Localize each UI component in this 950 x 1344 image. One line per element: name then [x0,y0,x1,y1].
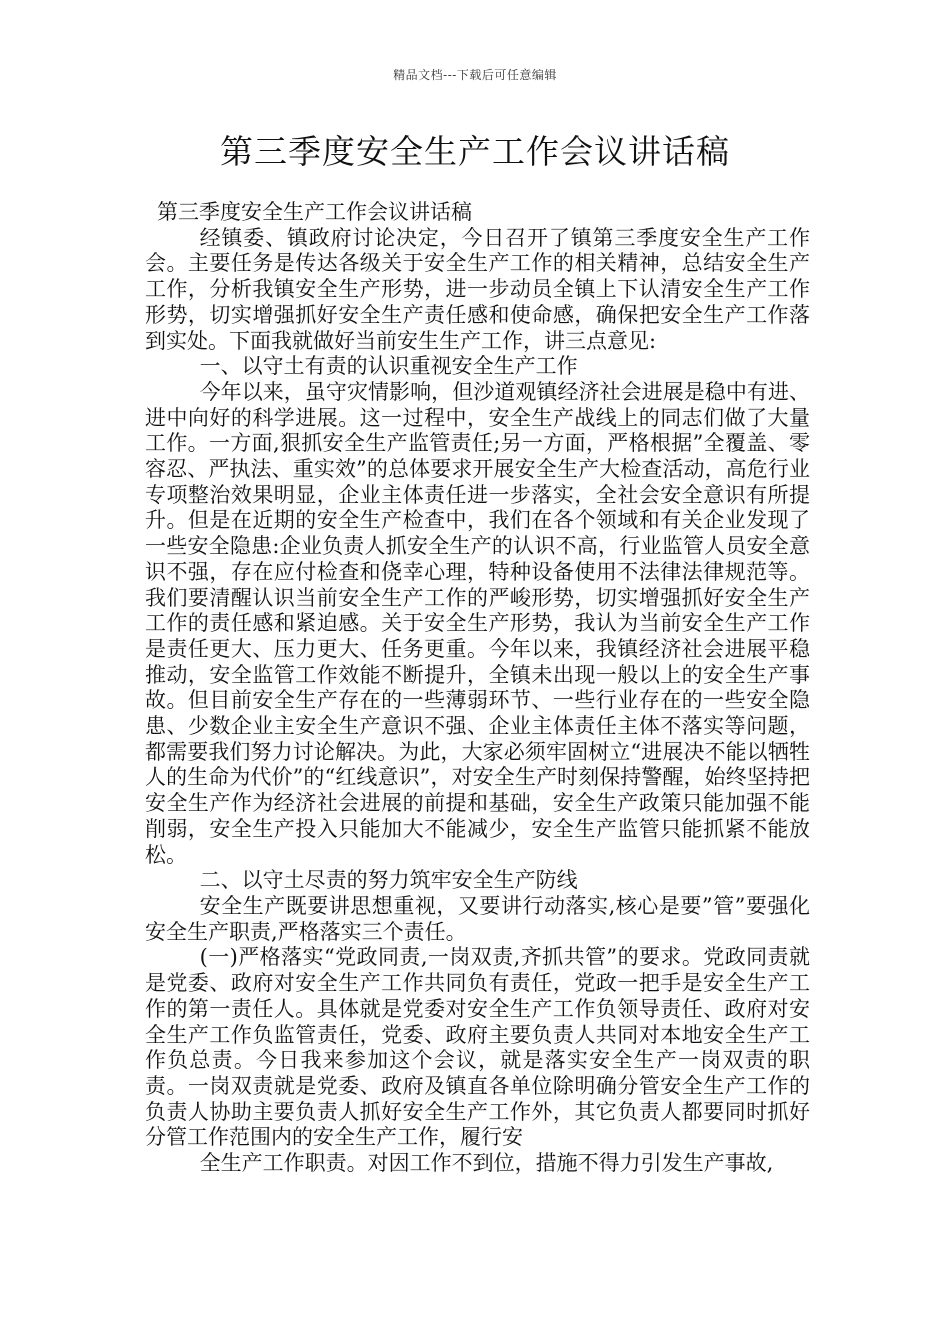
page-header-note: 精品文档---下载后可任意编辑 [393,68,557,82]
paragraph-section-2-intro: 安全生产既要讲思想重视，又要讲行动落实,核心是要”管”要强化安全生产职责,严格落实三个责任。 [145,893,810,944]
document-subtitle: 第三季度安全生产工作会议讲话稿 [157,200,472,224]
document-title: 第三季度安全生产工作会议讲话稿 [220,132,730,171]
paragraph-section-1: 今年以来，虽守灾情影响，但沙道观镇经济社会进展是稳中有进、进中向好的科学进展。这一过程中，安全生产战线上的同志们做了大量工作。一方面,狠抓安全生产监管责任;另一方面，严格根据”全覆盖、零容忍、严执法、重实效”的总体要求开展安全生产大检查活动，高危行业专项整治效果明显，企业主体责任进一步落实，全社会安全意识有所提升。但是在近期的安全生产检查中，我们在各个领域和有关企业发现了一些安全隐患:企业负责人抓安全生产的认识不高，行业监管人员安全意识不强，存在应付检查和侥幸心理，特种设备使用不法律法律规范等。我们要清醒认识当前安全生产工作的严峻形势，切实增强抓好安全生产工作的责任感和紧迫感。关于安全生产形势，我认为当前安全生产工作是责任更大、压力更大、任务更重。今年以来，我镇经济社会进展平稳推动，安全监管工作效能不断提升，全镇未出现一般以上的安全生产事故。但目前安全生产存在的一些薄弱环节、一些行业存在的一些安全隐患、少数企业主安全生产意识不强、企业主体责任主体不落实等问题，都需要我们努力讨论解决。为此，大家必须牢固树立“进展决不能以牺牲人的生命为代价”的“红线意识”，对安全生产时刻保持警醒，始终坚持把安全生产作为经济社会进展的前提和基础，安全生产政策只能加强不能削弱，安全生产投入只能加大不能减少，安全生产监管只能抓紧不能放松。 [145,379,810,867]
section-heading-1: 一、以守土有责的认识重视安全生产工作 [199,354,578,379]
paragraph-intro: 经镇委、镇政府讨论决定，今日召开了镇第三季度安全生产工作会。主要任务是传达各级关于安全生产工作的相关精神，总结安全生产工作，分析我镇安全生产形势，进一步动员全镇上下认清安全生产工作形势，切实增强抓好安全生产责任感和使命感，确保把安全生产工作落到实处。下面我就做好当前安生生产工作，讲三点意见: [145,225,810,353]
paragraph-continuation: 全生产工作职责。对因工作不到位，措施不得力引发生产事故, [199,1151,774,1176]
section-heading-2: 二、以守土尽责的努力筑牢安全生产防线 [199,868,578,893]
paragraph-responsibility-1: (一)严格落实“党政同责,一岗双责,齐抓共管”的要求。党政同责就是党委、政府对安全生产工作共同负有责任，党政一把手是安全生产工作的第一责任人。具体就是党委对安全生产工作负领导责任、政府对安全生产工作负监管责任，党委、政府主要负责人共同对本地安全生产工作负总责。今日我来参加这个会议，就是落实安全生产一岗双责的职责。一岗双责就是党委、政府及镇直各单位除明确分管安全生产工作的负责人协助主要负责人抓好安全生产工作外，其它负责人都要同时抓好分管工作范围内的安全生产工作，履行安 [145,945,810,1150]
document-body [145,200,810,1177]
